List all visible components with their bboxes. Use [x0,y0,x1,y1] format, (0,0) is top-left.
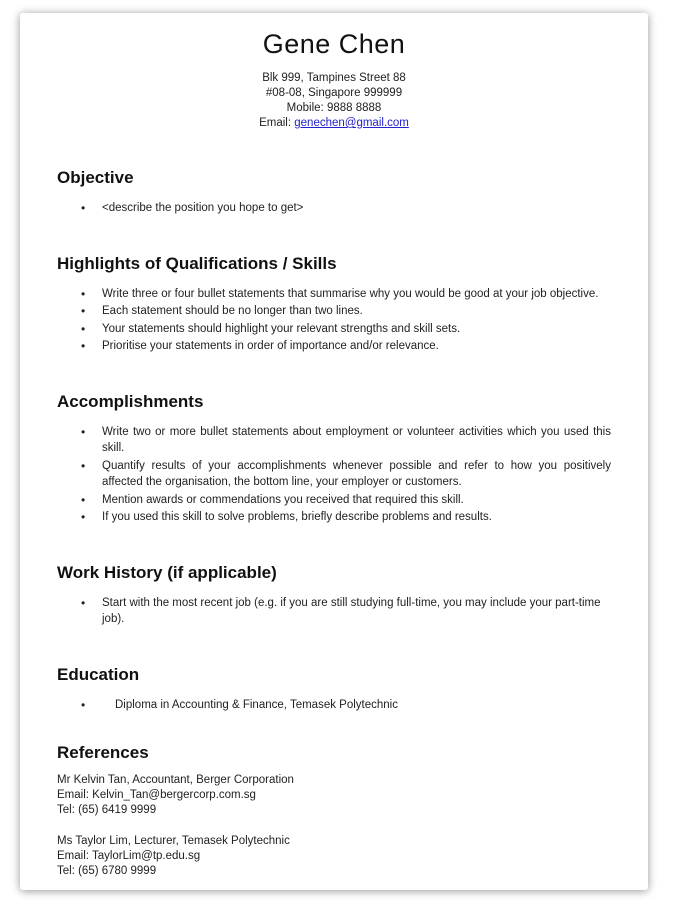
objective-list [57,200,611,217]
section-accomplishments [57,392,611,526]
bullet-item: • Prioritise your statements in order of importance and/or relevance. [57,338,611,355]
section-education [57,665,611,714]
section-highlights [57,254,611,355]
work-history-list [57,595,611,628]
email-link[interactable]: genechen@gmail.com [294,117,409,129]
bullet-item: • Mention awards or commendations you received that required this skill. [57,492,611,509]
address-line-2: #08-08, Singapore 999999 [265,87,403,99]
bullet-item: • Start with the most recent job (e.g. if you are still studying full-time, you may include your part-time job). [57,595,611,628]
bullet-item: • If you used this skill to solve problems, briefly describe problems and results. [57,509,611,526]
section-title-objective: Objective [57,168,134,187]
reference-person: Mr Kelvin Tan, Accountant, Berger Corporation [57,774,294,786]
reference-tel: Tel: (65) 6419 9999 [57,804,157,816]
reference-person: Ms Taylor Lim, Lecturer, Temasek Polytechnic [57,835,290,847]
address-line-1: Blk 999, Tampines Street 88 [262,72,406,84]
highlights-list [57,286,611,355]
section-references [57,743,611,879]
bullet-item: • Diploma in Accounting & Finance, Temasek Polytechnic [57,697,611,714]
person-name: Gene Chen [262,29,406,59]
section-title-accomplishments: Accomplishments [57,391,204,411]
contact-block [57,71,611,131]
section-objective [57,168,611,217]
education-list [57,697,611,714]
bullet-item: • Each statement should be no longer than two lines. [57,303,611,320]
resume-header [57,29,611,131]
bullet-item: • Write three or four bullet statements that summarise why you would be good at your job objective. [57,286,611,303]
reference-email: Email: TaylorLim@tp.edu.sg [57,850,201,862]
bullet-item: • <describe the position you hope to get> [57,200,611,217]
email-line [57,116,611,131]
mobile-line: Mobile: 9888 8888 [286,102,382,114]
bullet-item: • Your statements should highlight your relevant strengths and skill sets. [57,321,611,338]
reference-entry [57,773,611,818]
resume-page [20,13,648,890]
section-title-references: References [57,743,149,762]
bullet-item: • Write two or more bullet statements about employment or volunteer activities which you used this skill. [57,424,611,457]
bullet-item: • Quantify results of your accomplishments whenever possible and refer to how you positively affected the organisation, the bottom line, your employer or customers. [57,458,611,491]
section-title-work-history: Work History (if applicable) [57,562,277,582]
accomplishments-list [57,424,611,526]
section-title-highlights: Highlights of Qualifications / Skills [57,253,337,273]
section-title-education: Education [57,664,140,684]
reference-entry [57,834,611,879]
email-label: Email: [259,117,295,129]
section-work-history [57,563,611,628]
reference-email: Email: Kelvin_Tan@bergercorp.com.sg [57,789,256,801]
reference-tel: Tel: (65) 6780 9999 [57,865,157,877]
